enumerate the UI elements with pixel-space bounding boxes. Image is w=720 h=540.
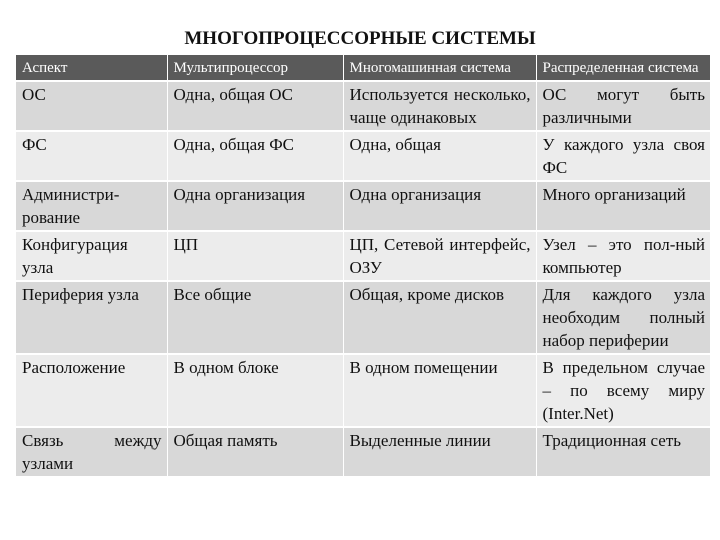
comparison-table (16, 55, 710, 476)
multicomputer-cell: В одном помещении (343, 354, 536, 427)
distributed-cell: Традиционная сеть (536, 427, 710, 476)
row-aspect-cell: Администри-рование (16, 181, 167, 231)
multicomputer-cell: ЦП, Сетевой интерфейс, ОЗУ (343, 231, 536, 281)
multiprocessor-cell: Все общие (167, 281, 343, 354)
distributed-cell: У каждого узла своя ФС (536, 131, 710, 181)
row-aspect-cell: Связь между узлами (16, 427, 167, 476)
distributed-cell: Узел – это пол-ный компьютер (536, 231, 710, 281)
page-title: МНОГОПРОЦЕССОРНЫЕ СИСТЕМЫ (184, 28, 536, 49)
column-header-multiprocessor: Мультипроцессор (167, 55, 343, 81)
column-header-aspect: Аспект (16, 55, 167, 81)
multiprocessor-cell: ЦП (167, 231, 343, 281)
column-header-distributed: Распределенная система (536, 55, 710, 81)
row-aspect-cell: ФС (16, 131, 167, 181)
table-row (16, 231, 710, 281)
multiprocessor-cell: Общая память (167, 427, 343, 476)
multicomputer-cell: Используется несколько, чаще одинаковых (343, 81, 536, 131)
column-header-multicomputer: Многомашинная система (343, 55, 536, 81)
table-row (16, 181, 710, 231)
table-row (16, 131, 710, 181)
table-row (16, 354, 710, 427)
multicomputer-cell: Общая, кроме дисков (343, 281, 536, 354)
multiprocessor-cell: Одна, общая ФС (167, 131, 343, 181)
multiprocessor-cell: Одна организация (167, 181, 343, 231)
distributed-cell: Для каждого узла необходим полный набор периферии (536, 281, 710, 354)
multiprocessor-cell: Одна, общая ОС (167, 81, 343, 131)
row-aspect-cell: Расположение (16, 354, 167, 427)
table-row (16, 281, 710, 354)
row-aspect-cell: ОС (16, 81, 167, 131)
distributed-cell: Много организаций (536, 181, 710, 231)
multicomputer-cell: Одна организация (343, 181, 536, 231)
table-row (16, 427, 710, 476)
multicomputer-cell: Одна, общая (343, 131, 536, 181)
multicomputer-cell: Выделенные линии (343, 427, 536, 476)
table-row (16, 81, 710, 131)
distributed-cell: В предельном случае – по всему миру (Inter.Net) (536, 354, 710, 427)
row-aspect-cell: Периферия узла (16, 281, 167, 354)
row-aspect-cell: Конфигурация узла (16, 231, 167, 281)
table-header-row (16, 55, 710, 81)
multiprocessor-cell: В одном блоке (167, 354, 343, 427)
distributed-cell: ОС могут быть различными (536, 81, 710, 131)
